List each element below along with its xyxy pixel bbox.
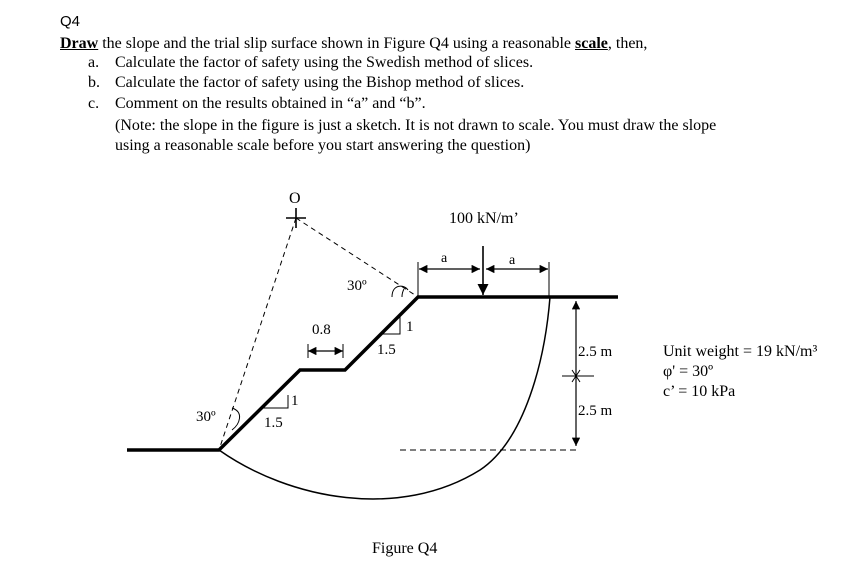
dim-a-left-label: a bbox=[441, 251, 448, 266]
intro-end: , then, bbox=[607, 35, 648, 52]
slip-surface bbox=[219, 297, 550, 499]
item-c-text: Comment on the results obtained in “a” and “b”. bbox=[115, 95, 426, 112]
intro-mid: the slope and the trial slip surface shown in Figure Q4 using a reasonable bbox=[98, 35, 575, 52]
depth-lower-label: 2.5 m bbox=[578, 403, 613, 419]
item-a-text: Calculate the factor of safety using the Swedish method of slices. bbox=[115, 54, 534, 71]
item-b-text: Calculate the factor of safety using the Bishop method of slices. bbox=[115, 74, 525, 91]
bench-width-label: 0.8 bbox=[312, 322, 331, 338]
item-c-marker: c. bbox=[88, 95, 100, 112]
angle-arc-crest-2 bbox=[392, 286, 408, 297]
angle-toe-label: 30º bbox=[196, 409, 216, 425]
depth-upper-label: 2.5 m bbox=[578, 344, 613, 360]
center-label: O bbox=[289, 190, 301, 207]
note-line-1: (Note: the slope in the figure is just a sketch. It is not drawn to scale. You must draw the slope bbox=[115, 117, 717, 134]
upper-slope-h-label: 1.5 bbox=[377, 342, 396, 358]
cohesion-text: c’ = 10 kPa bbox=[663, 383, 736, 400]
lower-slope-h-label: 1.5 bbox=[264, 415, 283, 431]
unit-weight-text: Unit weight = 19 kN/m³ bbox=[663, 343, 818, 360]
intro-verb: Draw bbox=[60, 35, 99, 52]
ground-profile bbox=[127, 297, 618, 450]
angle-top-label: 30º bbox=[347, 278, 367, 294]
intro-keyword: scale bbox=[575, 35, 608, 52]
dim-a-right-label: a bbox=[509, 253, 516, 268]
question-number: Q4 bbox=[60, 13, 81, 30]
angle-arc-crest bbox=[402, 289, 404, 297]
angle-arc-toe bbox=[232, 408, 240, 430]
phi-text: φ' = 30º bbox=[663, 363, 714, 380]
lower-slope-v-label: 1 bbox=[291, 393, 299, 409]
figure-caption: Figure Q4 bbox=[372, 540, 438, 557]
note-line-2: using a reasonable scale before you start answering the question) bbox=[115, 137, 531, 154]
load-label: 100 kN/m’ bbox=[449, 210, 519, 227]
item-a-marker: a. bbox=[88, 54, 100, 71]
item-b-marker: b. bbox=[88, 74, 100, 91]
radius-to-toe bbox=[219, 218, 296, 450]
upper-slope-v-label: 1 bbox=[406, 319, 414, 335]
